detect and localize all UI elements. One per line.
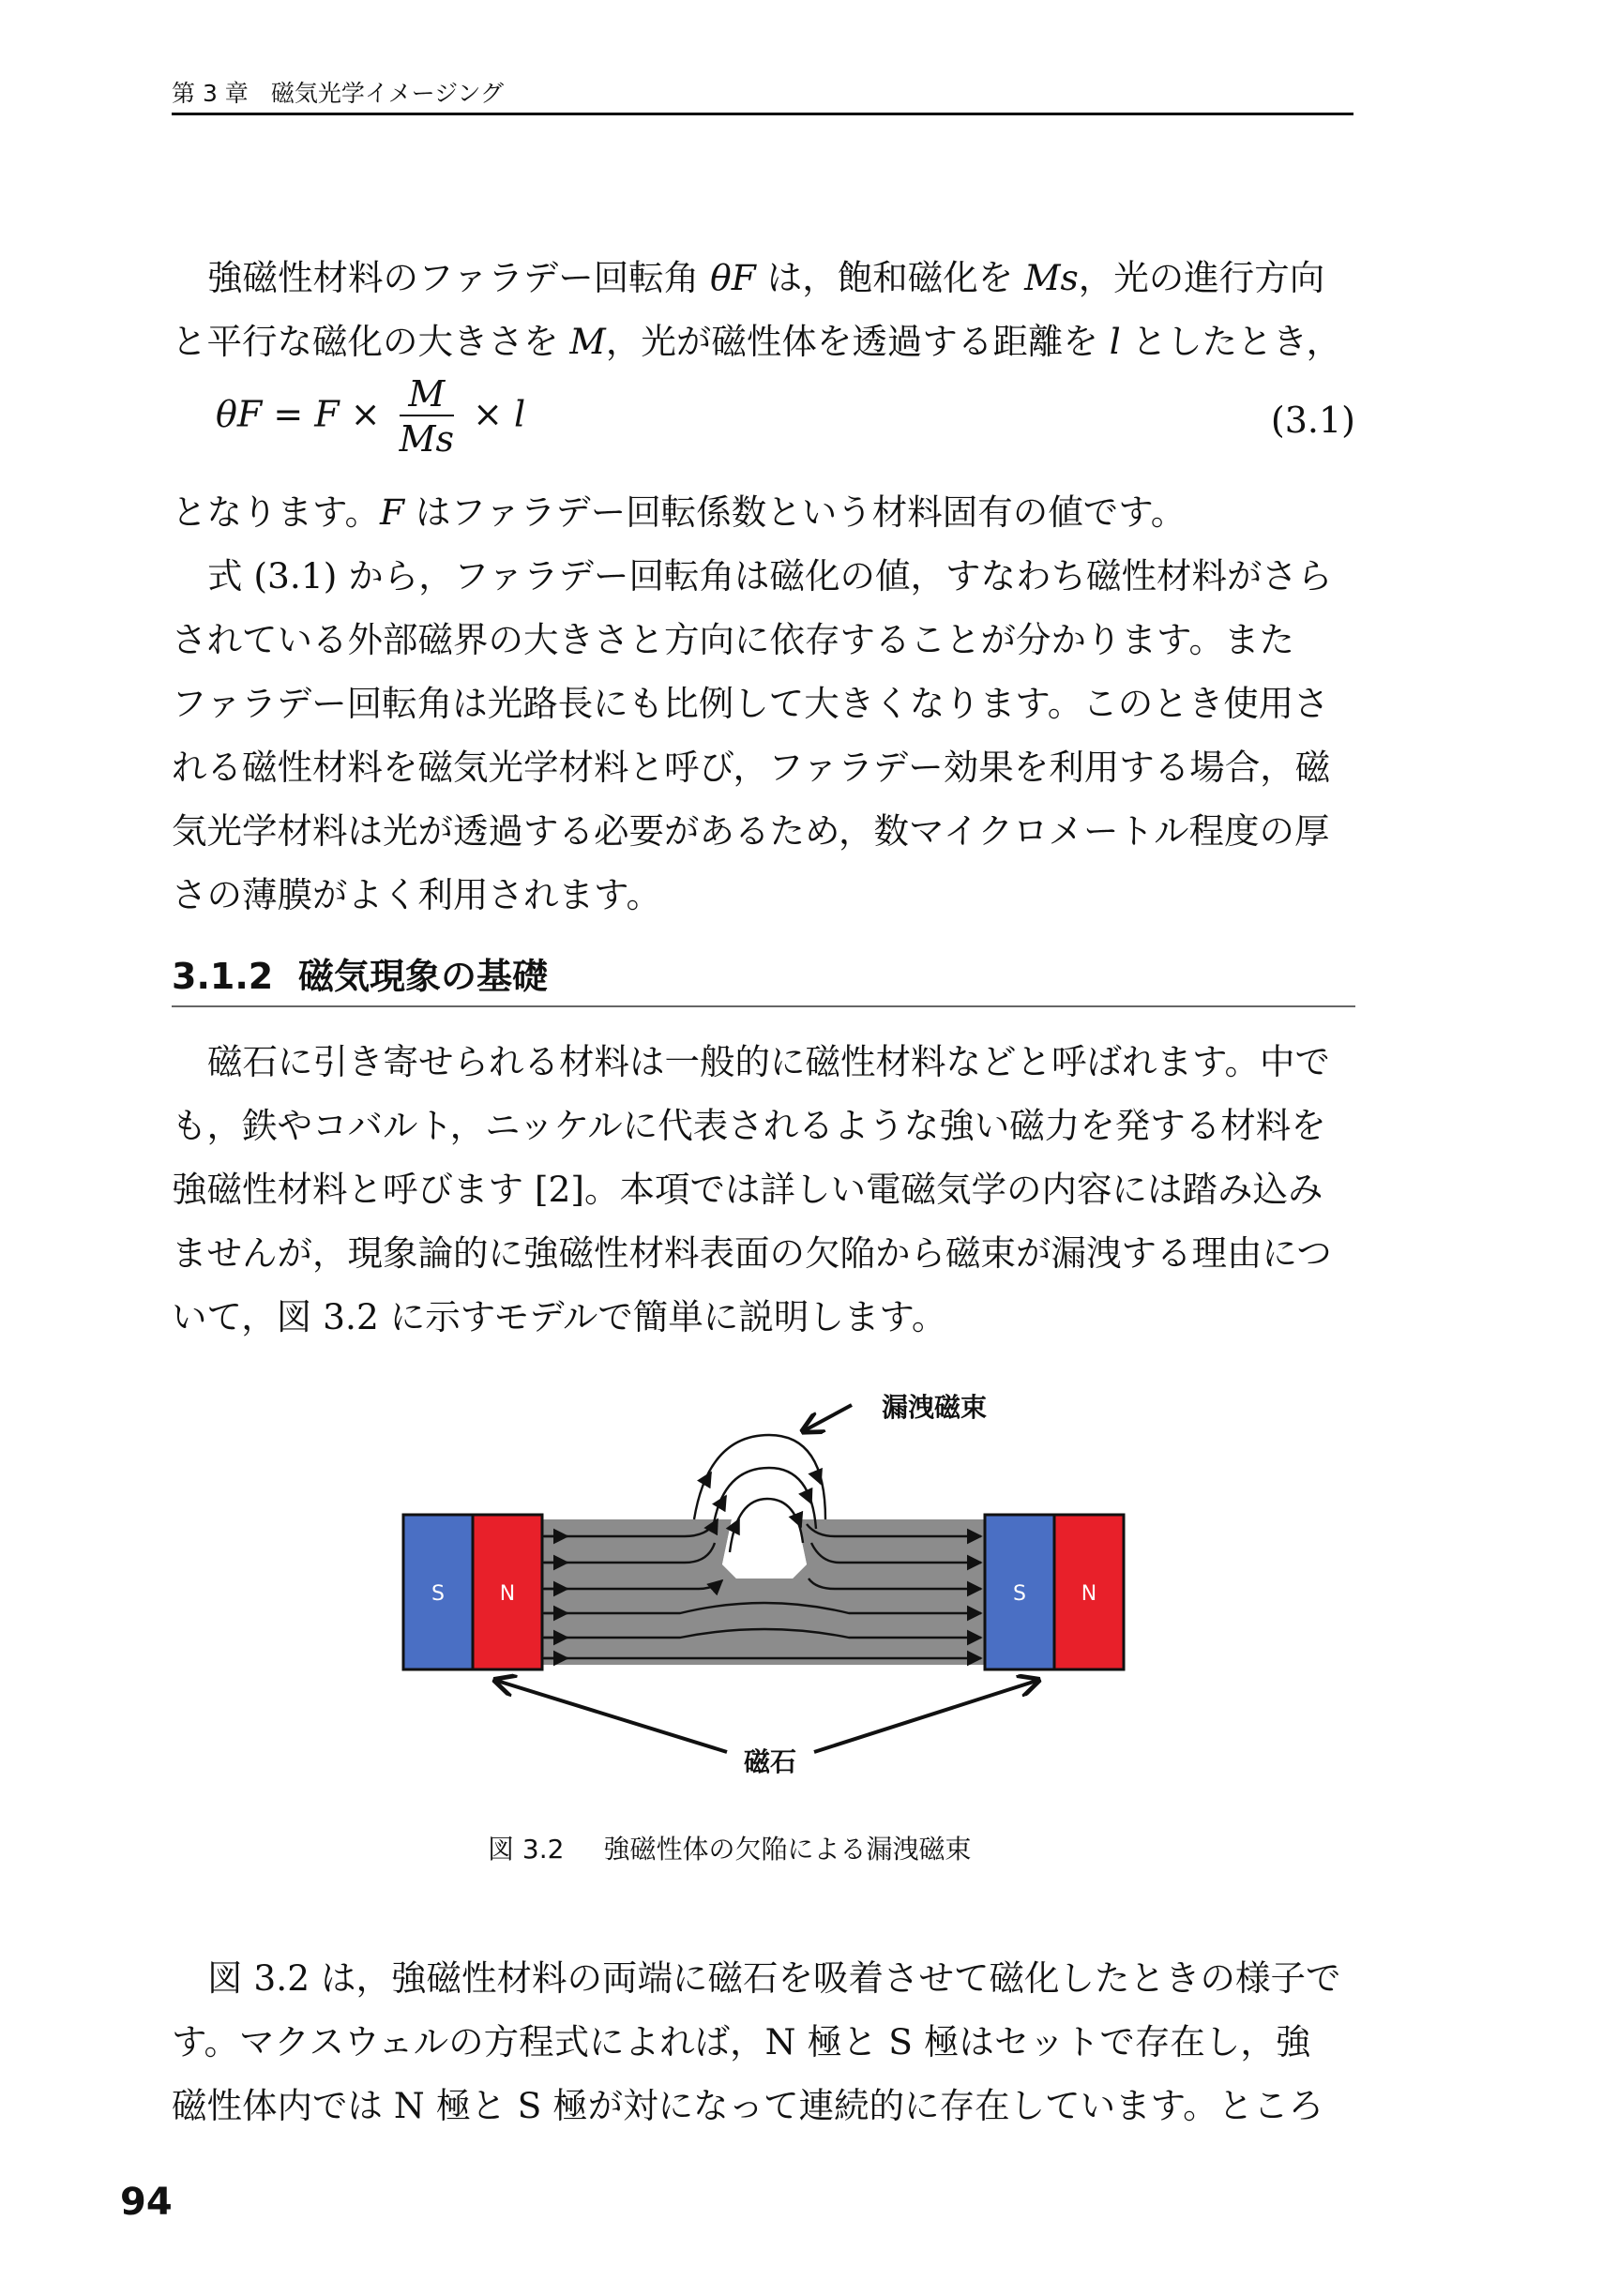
- section-number: 3.1.2: [172, 956, 274, 997]
- chapter-title: 磁気光学イメージング: [270, 80, 504, 107]
- equation-fraction: [400, 373, 454, 461]
- text-line: 式 (3.1) から，ファラデー回転角は磁化の値，すなわち磁性材料がさら: [207, 555, 1333, 597]
- section-title: 磁気現象の基礎: [298, 956, 549, 997]
- left-s-label: S: [431, 1582, 445, 1606]
- after-equation-text: [172, 480, 1355, 544]
- section-heading: [172, 947, 548, 999]
- theta-f-symbol: θF: [710, 257, 756, 298]
- m-symbol: M: [569, 321, 606, 362]
- leakage-loop-outer: [694, 1435, 825, 1519]
- text-line: 図 3.2 は，強磁性材料の両端に磁石を吸着させて磁化したときの様子で: [207, 1957, 1341, 1999]
- text-line: も，鉄やコバルト，ニッケルに代表されるような強い磁力を発する材料を: [172, 1105, 1326, 1146]
- chapter-number: 第 3 章: [172, 80, 249, 107]
- text-line: 強磁性材料と呼びます [2]。本項では詳しい電磁気学の内容には踏み込み: [172, 1169, 1323, 1210]
- ms-symbol: Ms: [1024, 257, 1079, 298]
- magnet-label: 磁石: [743, 1746, 797, 1777]
- page-number: 94: [120, 2181, 173, 2224]
- magnet-arrow-left: [497, 1681, 727, 1752]
- text-line: ませんが，現象論的に強磁性材料表面の欠陥から磁束が漏洩する理由につ: [172, 1232, 1332, 1274]
- magnet-arrow-right: [814, 1681, 1036, 1752]
- equation-numerator: M: [400, 373, 454, 416]
- text-line: と平行な磁化の大きさを M，光が磁性体を透過する距離を l としたとき，: [172, 321, 1342, 362]
- text-line: す。マクスウェルの方程式によれば，N 極と S 極はセットで存在し，強: [172, 2021, 1311, 2062]
- text-line: されている外部磁界の大きさと方向に依存することが分かります。また: [172, 619, 1294, 660]
- header-rule: [172, 113, 1353, 115]
- paragraph-2: [172, 544, 1355, 927]
- text-line: さの薄膜がよく利用されます。: [172, 874, 661, 915]
- text-line: 磁石に引き寄せられる材料は一般的に磁性材料などと呼ばれます。中で: [207, 1041, 1330, 1082]
- text-line: 磁性体内では N 極と S 極が対になって連続的に存在しています。ところ: [172, 2085, 1324, 2126]
- equation-lhs: θF = F ×: [216, 393, 381, 435]
- l-symbol: l: [1109, 321, 1121, 362]
- text-line: ファラデー回転角は光路長にも比例して大きくなります。このとき使用さ: [172, 683, 1329, 724]
- paragraph-4: [172, 1946, 1355, 2137]
- text-line: 強磁性材料のファラデー回転角 θF は，飽和磁化を Ms，光の進行方向: [207, 257, 1325, 298]
- running-header: [172, 75, 504, 109]
- text-line: となります。F はファラデー回転係数という材料固有の値です。: [172, 491, 1187, 533]
- leak-label-arrow: [805, 1405, 852, 1430]
- equation-3-1: [216, 373, 1355, 471]
- equation-rhs: × l: [473, 393, 526, 435]
- text-line: 気光学材料は光が透過する必要があるため，数マイクロメートル程度の厚: [172, 810, 1330, 852]
- leak-label: 漏洩磁束: [882, 1392, 988, 1423]
- caption-text: 強磁性体の欠陥による漏洩磁束: [603, 1834, 972, 1865]
- intro-paragraph: [172, 246, 1355, 373]
- caption-number: 図 3.2: [488, 1834, 565, 1865]
- right-s-label: S: [1013, 1582, 1026, 1606]
- figure-3-2: [375, 1379, 1144, 1791]
- section-rule: [172, 1005, 1355, 1007]
- equation-denominator: Ms: [399, 418, 455, 460]
- equation-number: (3.1): [1270, 400, 1355, 441]
- right-n-label: N: [1081, 1582, 1097, 1606]
- left-n-label: N: [499, 1582, 516, 1606]
- figure-caption: [488, 1829, 971, 1866]
- text-line: れる磁性材料を磁気光学材料と呼び，ファラデー効果を利用する場合，磁: [172, 747, 1331, 788]
- paragraph-3: [172, 1030, 1355, 1349]
- text-line: いて，図 3.2 に示すモデルで簡単に説明します。: [172, 1296, 947, 1337]
- f-symbol: F: [380, 491, 405, 533]
